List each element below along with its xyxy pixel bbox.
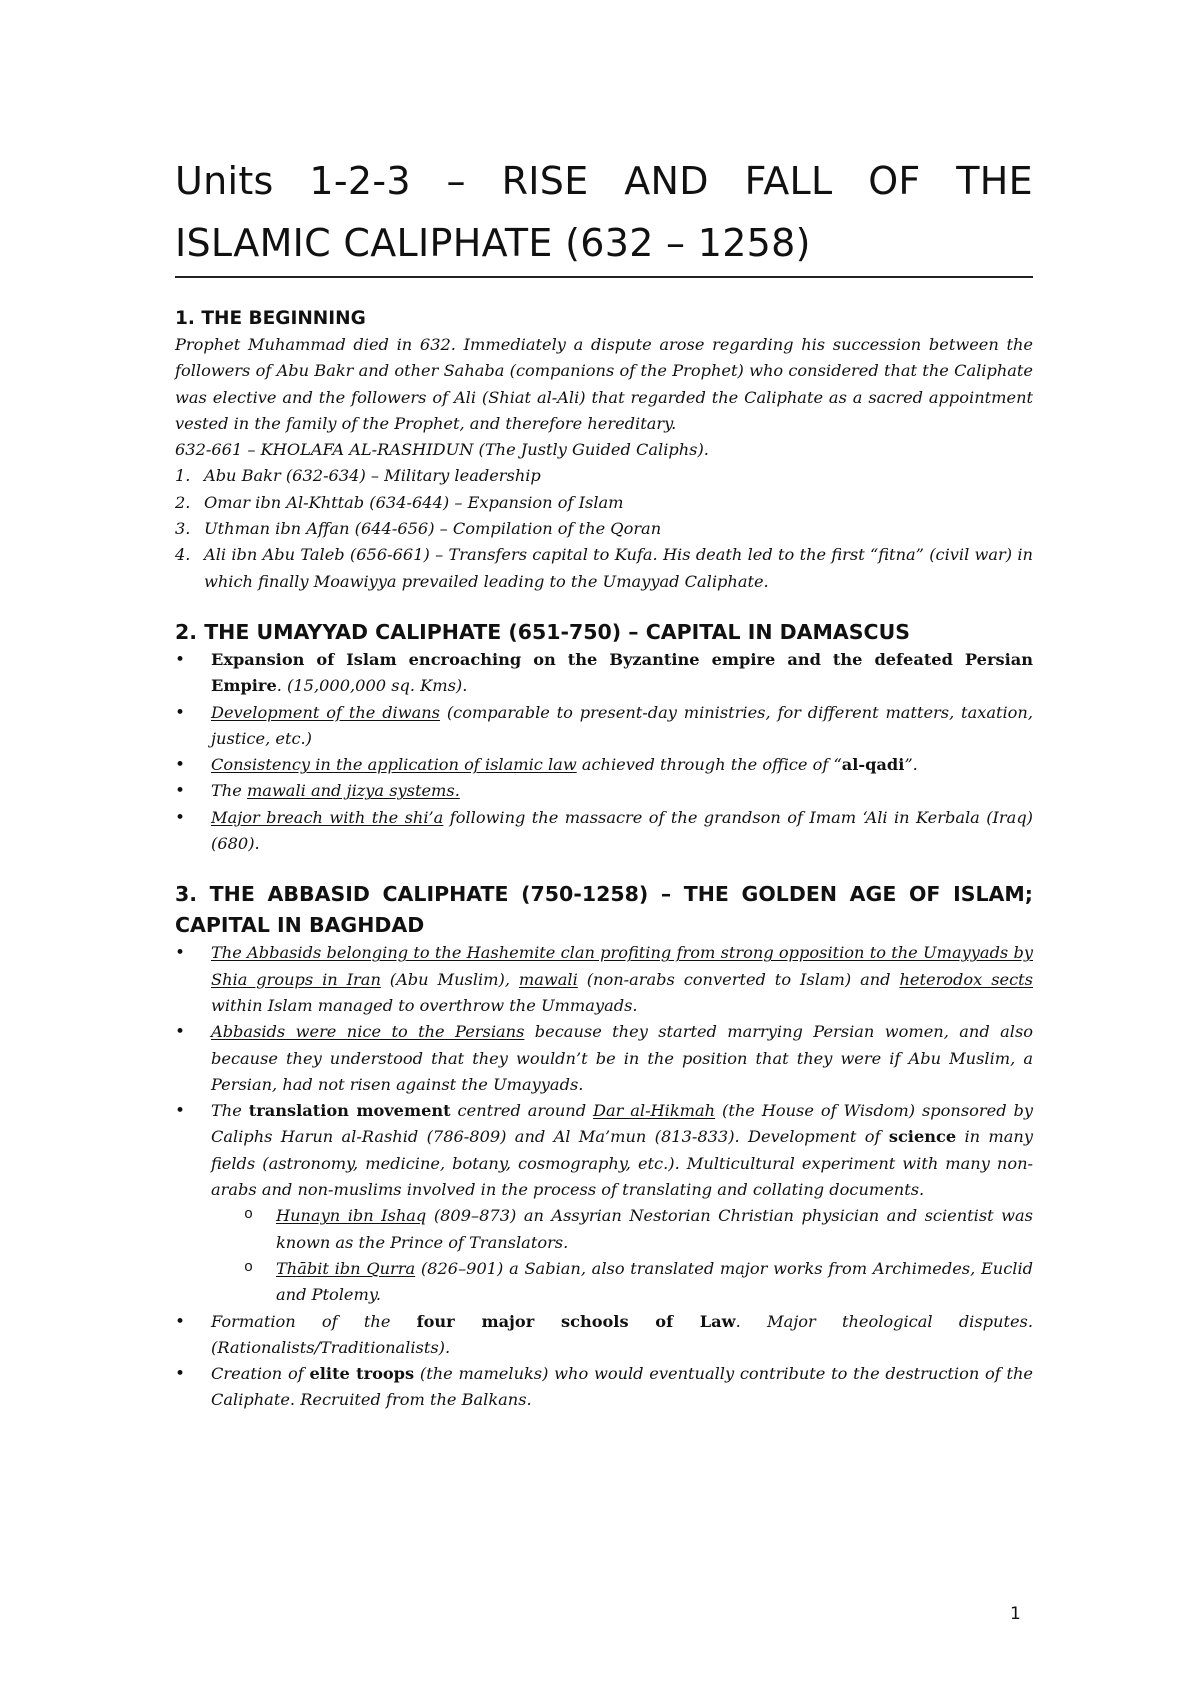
list-item: o Hunayn ibn Ishaq (809–873) an Assyrian Nestorian Christian physician and scientist was known as the Prince of Translators. [244, 1203, 1033, 1256]
title-line-1: Units 1-2-3 – RISE AND FALL OF THE [175, 159, 1033, 203]
caliphs-list [175, 463, 1033, 594]
list-item: 4. Ali ibn Abu Taleb (656-661) – Transfers capital to Kufa. His death led to the first “fitna” (civil war) in which finally Moawiyya prevailed leading to the Umayyad Caliphate. [175, 545, 1033, 591]
list-item: • Development of the diwans (comparable to present-day ministries, for different matters, taxation, justice, etc.) [175, 700, 1033, 753]
list-item: • Consistency in the application of islamic law achieved through the office of “al-qadi”. [175, 752, 1033, 778]
page-number: 1 [1010, 1604, 1021, 1624]
list-item: o Thābit ibn Qurra (826–901) a Sabian, also translated major works from Archimedes, Euclid and Ptolemy. [244, 1256, 1033, 1309]
list-item: • Major breach with the shi’a following the massacre of the grandson of Imam ‘Ali in Kerbala (Iraq) (680). [175, 805, 1033, 858]
list-item: • The translation movement centred around Dar al-Hikmah (the House of Wisdom) sponsored by Caliphs Harun al-Rashid (786-809) and Al Ma’mun (813-833). Development of science in many fields (astronomy, medicine, botany, cosmography, etc.). Multicultural experiment with many non-arabs and non-muslims involved in the process of translating and collating documents. [175, 1098, 1033, 1203]
list-item: 2. Omar ibn Al-Khttab (634-644) – Expansion of Islam [175, 492, 624, 512]
document-page [175, 150, 1033, 1414]
list-item: • The mawali and jizya systems. [175, 778, 1033, 804]
list-item: • Creation of elite troops (the mameluks) who would eventually contribute to the destruction of the Caliphate. Recruited from the Balkans. [175, 1361, 1033, 1414]
section-3-heading-line-2: CAPITAL IN BAGHDAD [175, 913, 425, 938]
list-item: • Abbasids were nice to the Persians because they started marrying Persian women, and also because they understood that they wouldn’t be in the position that they were if Abu Muslim, a Persian, had not risen against the Umayyads. [175, 1019, 1033, 1098]
list-item: • Formation of the four major schools of Law. Major theological disputes. (Rationalists/Traditionalists). [175, 1309, 1033, 1362]
list-item: 1. Abu Bakr (632-634) – Military leadership [175, 466, 541, 486]
abbasid-list-continued [175, 1309, 1033, 1414]
document-title [175, 150, 1033, 278]
section-2-heading: 2. THE UMAYYAD CALIPHATE (651-750) – CAPITAL IN DAMASCUS [175, 619, 911, 644]
section-3-heading: 3. THE ABBASID CALIPHATE (750-1258) – THE GOLDEN AGE OF ISLAM; [175, 882, 1033, 907]
section-1-period: 632-661 – KHOLAFA AL-RASHIDUN (The Justly Guided Caliphs). [175, 440, 709, 460]
title-line-2: ISLAMIC CALIPHATE (632 – 1258) [175, 221, 811, 265]
section-1-intro: Prophet Muhammad died in 632. Immediately a dispute arose regarding his succession between the followers of Abu Bakr and other Sahaba (companions of the Prophet) who considered that the Caliphate was elective and the followers of Ali (Shiat al-Ali) that regarded the Caliphate as a sacred appointment vested in the family of the Prophet, and therefore hereditary. [175, 335, 1033, 433]
list-item: 3. Uthman ibn Affan (644-656) – Compilation of the Qoran [175, 519, 662, 539]
section-1-heading: 1. THE BEGINNING [175, 308, 366, 329]
umayyad-list [175, 647, 1033, 857]
translators-sublist [175, 1203, 1033, 1308]
abbasid-list [175, 940, 1033, 1203]
list-item: • Expansion of Islam encroaching on the Byzantine empire and the defeated Persian Empire. (15,000,000 sq. Kms). [175, 647, 1033, 700]
list-item: • The Abbasids belonging to the Hashemite clan profiting from strong opposition to the Umayyads by Shia groups in Iran (Abu Muslim), mawali (non-arabs converted to Islam) and heterodox sects within Islam managed to overthrow the Ummayads. [175, 940, 1033, 1019]
